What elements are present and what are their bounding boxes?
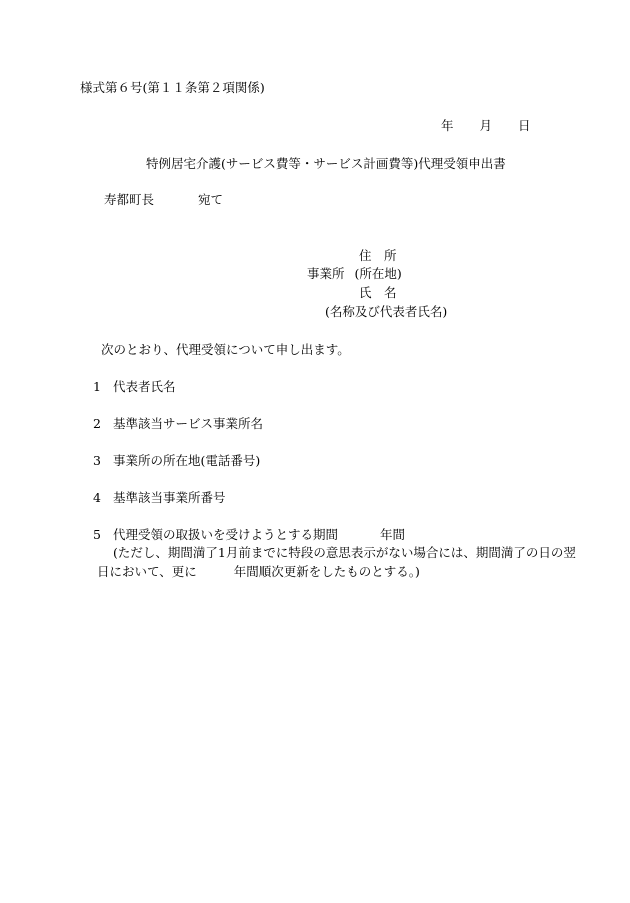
name-label: 氏 名 [359,285,397,300]
addressee [104,192,223,208]
item-label: 代表者氏名 [113,379,176,394]
list-item [93,416,263,432]
list-item [93,490,226,506]
note-line-2-start: 日において、更に [97,564,197,579]
note-line-2 [97,564,420,580]
item-label: 基準該当事業所番号 [113,490,226,505]
office-location-label: (所在地) [354,266,402,281]
date-year: 年 [441,118,454,133]
office-row [307,266,402,282]
document-title: 特例居宅介護(サービス費等・サービス計画費等)代理受領申出書 [146,156,506,171]
item-label: 事業所の所在地(電話番号) [113,453,261,468]
item-number: 5 [93,527,101,542]
item-number: 4 [93,490,101,505]
list-item [93,453,260,469]
name-sub-label: (名称及び代表者氏名) [325,304,448,319]
date-day: 日 [518,118,531,133]
note-line-1: (ただし、期間満了1月前までに特段の意思表示がない場合には、期間満了の日の翌 [113,545,576,560]
office-label: 事業所 [307,266,345,281]
date-line [441,118,531,134]
item-number: 1 [93,379,101,394]
item-number: 2 [93,416,101,431]
intro-text: 次のとおり、代理受領について申し出ます。 [101,342,350,357]
addressee-name: 寿都町長 [104,192,155,207]
item-label: 代理受領の取扱いを受けようとする期間 [113,527,339,542]
date-month: 月 [479,118,493,133]
list-item [93,379,176,395]
list-item [93,527,405,543]
period-suffix: 年間 [380,527,406,542]
address-label: 住 所 [359,248,397,263]
form-number: 様式第６号(第１１条第２項関係) [80,80,265,95]
note-line-2-end: 年間順次更新をしたものとする。) [233,564,420,579]
item-label: 基準該当サービス事業所名 [113,416,264,431]
addressee-to: 宛て [198,192,224,207]
item-number: 3 [93,453,101,468]
